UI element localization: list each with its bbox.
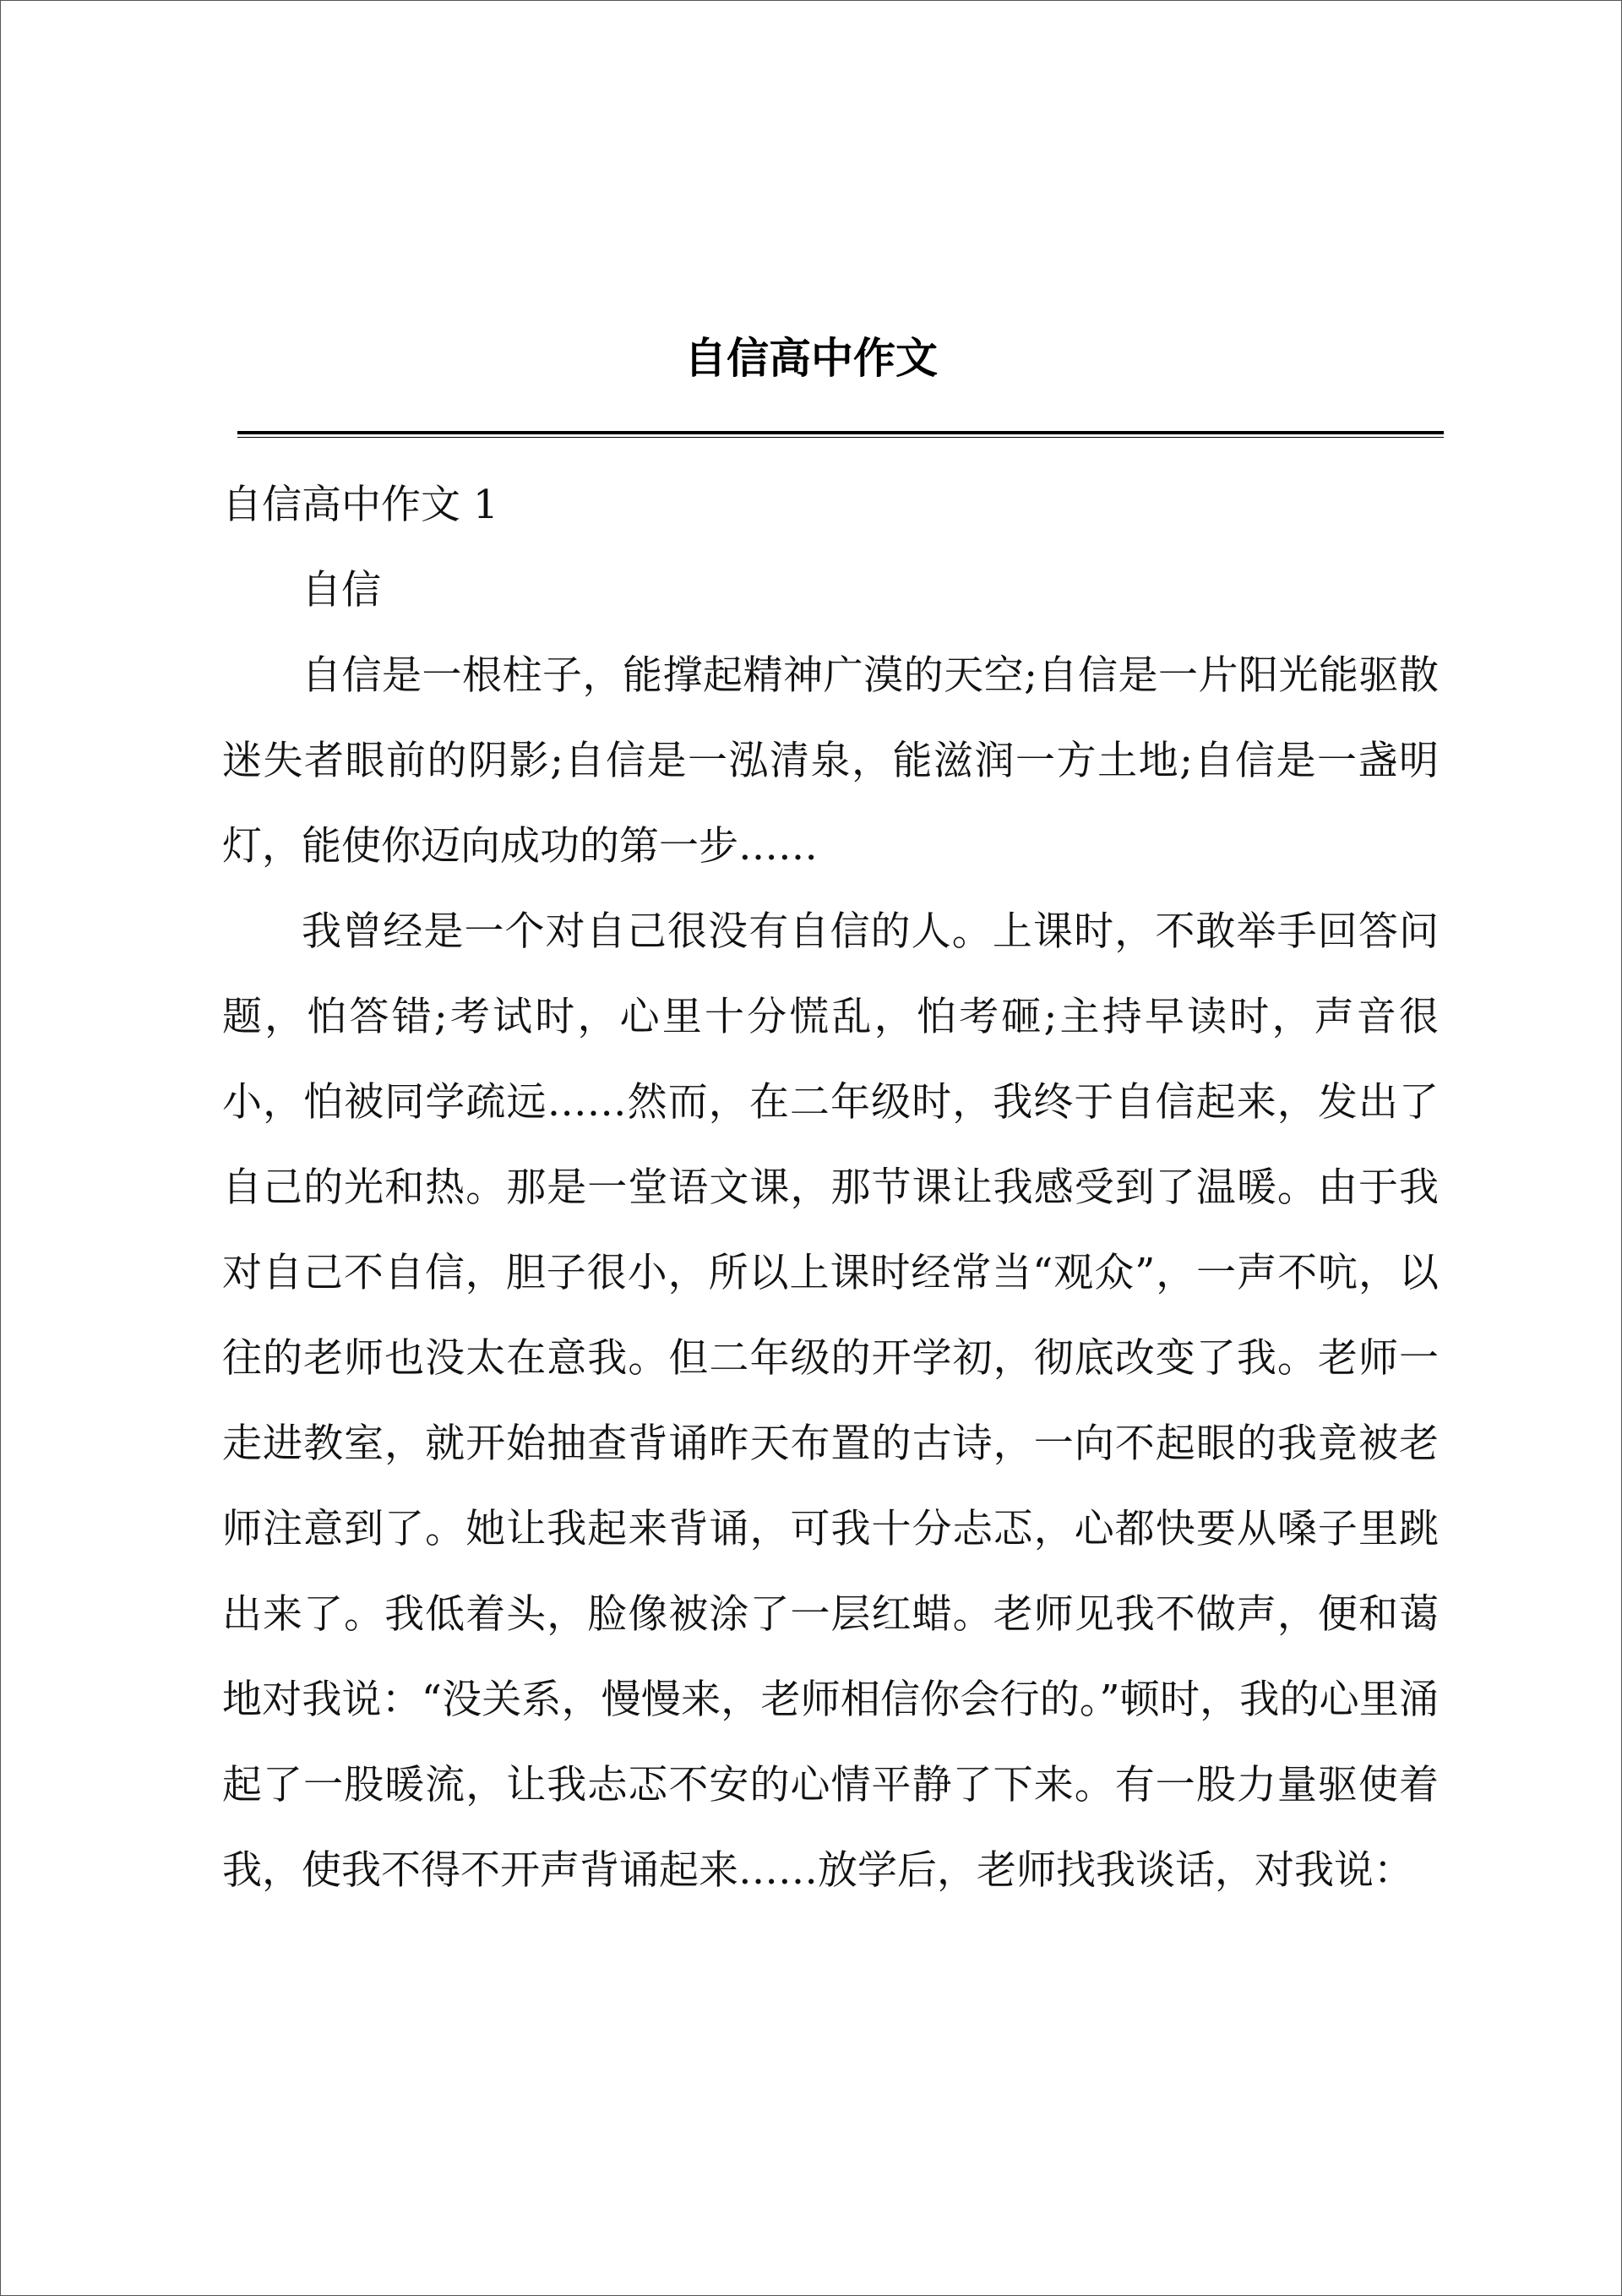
paragraph-1: 自信是一根柱子，能撑起精神广漠的天空;自信是一片阳光能驱散迷失者眼前的阴影;自信是一泓清泉，能滋润一方土地;自信是一盏明灯，能使你迈向成功的第一步…… xyxy=(222,652,1439,870)
essay-title: 自信 xyxy=(302,567,381,614)
document-title: 自信高中作文 xyxy=(684,333,938,383)
document-body xyxy=(222,462,1439,1913)
paragraph-2: 我曾经是一个对自己很没有自信的人。上课时，不敢举手回答问题，怕答错;考试时，心里十分慌乱，怕考砸;主持早读时，声音很小，怕被同学疏远……然而，在二年级时，我终于自信起来，发出了自己的光和热。那是一堂语文课，那节课让我感受到了温暖。由于我对自己不自信，胆子很小，所以上课时经常当“观众”，一声不吭，以往的老师也没太在意我。但二年级的开学初，彻底改变了我。老师一走进教室，就开始抽查背诵昨天布置的古诗，一向不起眼的我竟被老师注意到了。她让我起来背诵，可我十分忐忑，心都快要从嗓子里跳出来了。我低着头，脸像被涂了一层红蜡。老师见我不做声，便和蔼地对我说：“没关系，慢慢来，老师相信你会行的。”顿时，我的心里涌起了一股暖流，让我忐忑不安的心情平静了下来。有一股力量驱使着我，使我不得不开声背诵起来……放学后，老师找我谈话，对我说： xyxy=(222,908,1439,1894)
title-divider xyxy=(237,431,1444,438)
section-heading: 自信高中作文 1 xyxy=(222,482,498,528)
